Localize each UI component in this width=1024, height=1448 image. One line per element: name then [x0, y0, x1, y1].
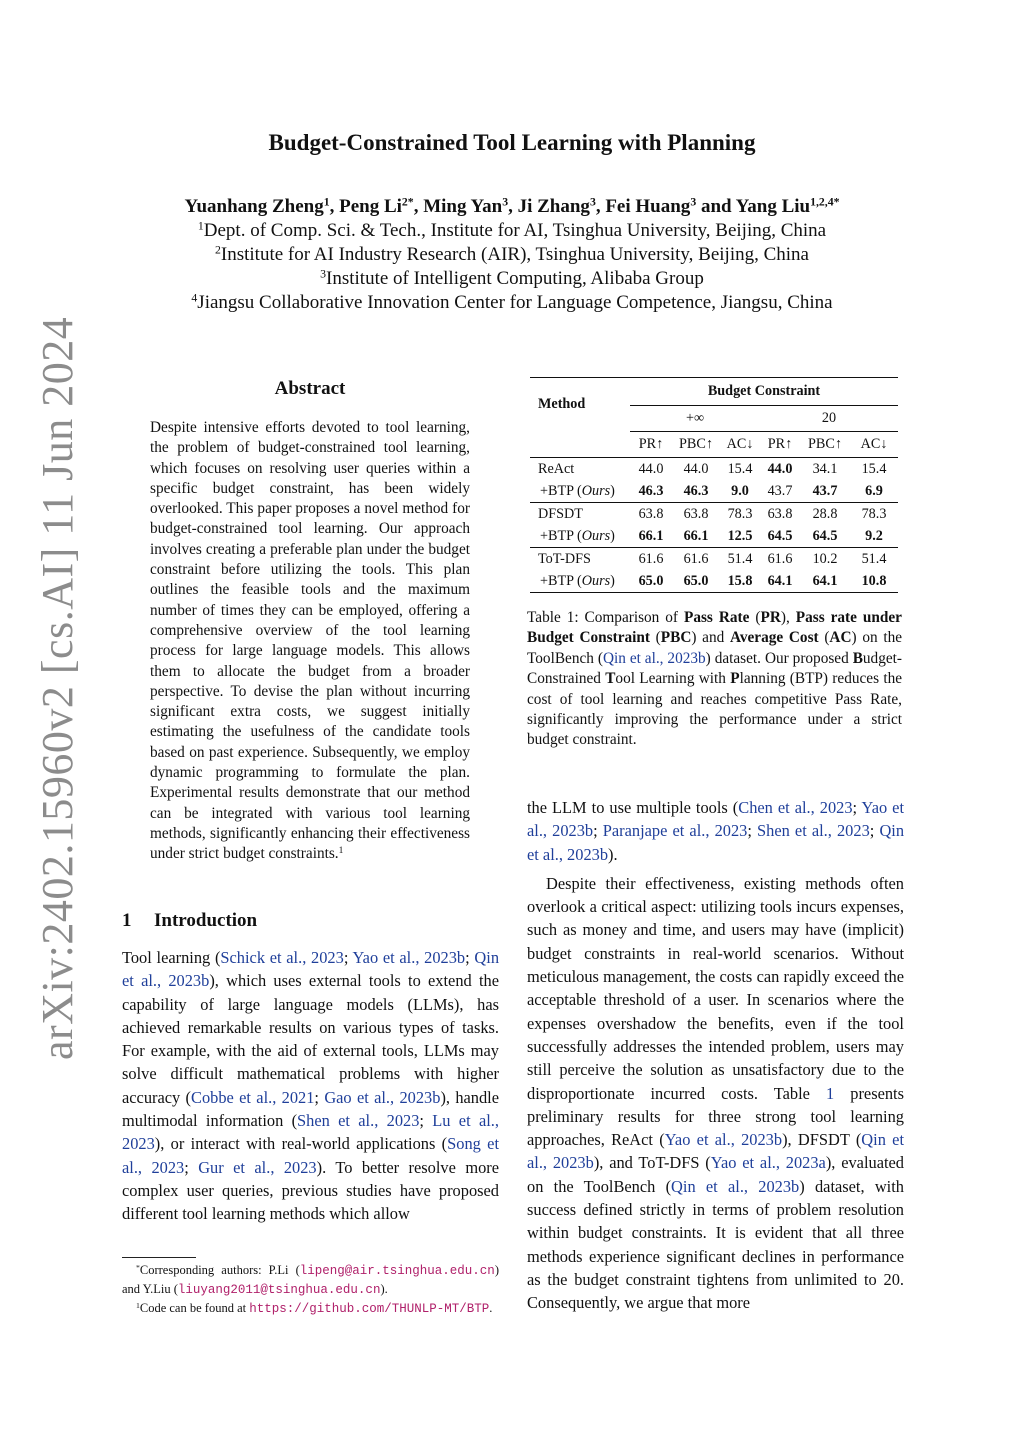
value-cell: 15.8	[727, 572, 753, 589]
citation-link[interactable]: Shen et al., 2023	[297, 1111, 420, 1131]
value-cell: 44.0	[683, 460, 709, 477]
text-span: ). To better resolve more complex user queries, previous studies have proposed different tool learning methods which allow	[122, 1157, 499, 1224]
value-cell: 63.8	[683, 505, 709, 522]
value-cell: 51.4	[861, 550, 887, 567]
affil-text: Dept. of Comp. Sci. & Tech., Institute for AI, Tsinghua University, Beijing, China	[203, 220, 827, 241]
author-and: and	[696, 196, 736, 217]
author-name: Fei Huang	[605, 196, 691, 217]
value-cell: 46.3	[638, 482, 664, 499]
footnote-mark[interactable]: 1	[338, 846, 344, 857]
value-cell: 28.8	[812, 505, 838, 522]
paragraph: the LLM to use multiple tools (Chen et al., 2023; Yao et al., 2023b; Paranjape et al., 2023; Shen et al., 2023; Qin et al., 2023b).	[527, 798, 905, 864]
method-cell: +BTP (Ours)	[540, 482, 615, 499]
table-header-row	[530, 432, 898, 458]
citation-link[interactable]: Chen et al., 2023	[738, 798, 853, 817]
code-url-link[interactable]: https://github.com/THUNLP-MT/BTP	[249, 1302, 490, 1316]
text-span: ;	[419, 1111, 433, 1131]
affil-text: Institute of Intelligent Computing, Alibaba Group	[326, 268, 704, 289]
affil-text: Institute for AI Industry Research (AIR), Tsinghua University, Beijing, China	[220, 244, 809, 265]
author-name: Ming Yan	[423, 196, 503, 217]
footnote-divider	[122, 1257, 196, 1258]
affil-mark: 4	[191, 291, 198, 305]
value-cell: 6.9	[865, 482, 883, 499]
budget-constraint-header: Budget Constraint	[630, 378, 898, 406]
value-cell: 66.1	[683, 527, 709, 544]
text-span: ;	[465, 948, 475, 967]
text-span: Corresponding authors: P.Li (	[139, 1263, 300, 1277]
value-cell: 15.4	[727, 460, 753, 477]
text-span: ;	[184, 1157, 199, 1177]
value-cell: 64.5	[767, 527, 793, 544]
section-title: Introduction	[154, 910, 258, 931]
budget-group-header: +∞	[630, 406, 760, 432]
citation-link[interactable]: Qin et al., 2023b	[527, 821, 905, 864]
table-reference-link[interactable]: 1	[826, 1083, 835, 1103]
value-cell: 64.5	[812, 527, 838, 544]
affil-mark: 2	[215, 243, 221, 257]
metric-header: PR↑	[638, 436, 664, 452]
text-span: ), which uses external tools to extend the capability of large language models (LLMs), has achieved remarkable results on various types of tasks. For example, with the aid of external tools, LLMs may solve difficult mathematical problems with higher accuracy (	[122, 971, 499, 1107]
author-sep: ,	[413, 196, 424, 217]
abstract-heading: Abstract	[274, 378, 346, 399]
author-sep: ,	[595, 196, 606, 217]
method-header: Method	[538, 396, 586, 413]
affiliation-2	[0, 244, 1024, 266]
author-sep: ,	[508, 196, 518, 217]
method-cell: ToT-DFS	[538, 550, 591, 567]
value-cell: 10.8	[861, 572, 887, 589]
table-row	[530, 503, 898, 526]
table-row	[530, 548, 898, 571]
footnote-corresponding	[122, 1261, 499, 1299]
author-affil-mark: 1,2,4*	[810, 195, 840, 209]
author-sep: ,	[329, 196, 340, 217]
footnote-mark: 1	[136, 1300, 140, 1310]
affiliation-4	[0, 292, 1024, 314]
affiliation-3	[0, 268, 1024, 290]
value-cell: 46.3	[683, 482, 709, 499]
value-cell: 65.0	[683, 572, 709, 589]
section-heading-introduction	[122, 910, 257, 932]
value-cell: 15.4	[861, 460, 887, 477]
section-number: 1	[122, 910, 132, 931]
table-row	[530, 525, 898, 548]
value-cell: 78.3	[727, 505, 753, 522]
value-cell: 61.6	[683, 550, 709, 567]
value-cell: 66.1	[638, 527, 664, 544]
method-cell: +BTP (Ours)	[540, 572, 615, 589]
footnotes	[122, 1261, 499, 1318]
value-cell: 63.8	[638, 505, 664, 522]
author-name: Ji Zhang	[517, 196, 590, 217]
value-cell: 9.2	[865, 527, 883, 544]
table-caption: Table 1: Comparison of Pass Rate (PR), Pass rate under Budget Constraint (PBC) and Average Cost (AC) on the ToolBench (Qin et al., 2023b) dataset. Our proposed Budget-Constrained Tool Learning with Planning (BTP) reduces the cost of tool learning and reaches competitive Pass Rate, significantly improving the performance under a strict budget constraint.	[527, 609, 903, 749]
metric-header: PBC↑	[679, 436, 713, 452]
citation-link[interactable]: Gao et al., 2023b	[324, 1087, 441, 1107]
value-cell: 43.7	[812, 482, 838, 499]
method-cell: +BTP (Ours)	[540, 527, 615, 544]
value-cell: 61.6	[638, 550, 664, 567]
text-span: ) and Y.Liu (	[122, 1263, 499, 1296]
text-span: Code can be found at	[139, 1301, 250, 1315]
paper-title: Budget-Constrained Tool Learning with Planning	[268, 130, 756, 155]
citation-link[interactable]: Yao et al., 2023b	[352, 948, 466, 967]
table-header-row	[530, 378, 898, 406]
affil-text: Jiangsu Collaborative Innovation Center for Language Competence, Jiangsu, China	[197, 292, 833, 313]
abstract-text: Despite intensive efforts devoted to tool learning, the problem of budget-constrained tool learning, which focuses on resolving user queries within a specific budget constraint, has been widely overlooked. This paper proposes a novel method for budget-constrained tool learning. Our approach involves creating a preferable plan under the budget constraint before utilizing the tools. This plan outlines the feasible tools and the maximum number of times they can be employed, offering a comprehensive overview of the tool learning process for large language models. This allows them to allocate the budget from a broader perspective. To devise the plan without incurring significant extra costs, we suggest initially estimating the usefulness of the candidate tools based on past experience. Subsequently, we employ dynamic programming to formulate the plan. Experimental results demonstrate that our method can be integrated with various tool learning methods, significantly enhancing their effectiveness under strict budget constraints.	[150, 419, 470, 863]
author-name: Yang Liu	[735, 196, 811, 217]
results-table	[530, 377, 898, 593]
footnote-mark: *	[136, 1262, 140, 1272]
value-cell: 43.7	[767, 482, 793, 499]
value-cell: 9.0	[731, 482, 749, 499]
value-cell: 12.5	[727, 527, 753, 544]
value-cell: 44.0	[638, 460, 664, 477]
text-span: Tool learning (	[122, 948, 221, 967]
value-cell: 51.4	[727, 550, 753, 567]
citation-link[interactable]: Qin et al., 2023b	[671, 1176, 800, 1196]
value-cell: 65.0	[638, 572, 664, 589]
budget-group-header: 20	[760, 406, 898, 432]
author-affil-mark: 3	[502, 195, 509, 209]
value-cell: 61.6	[767, 550, 793, 567]
email-link[interactable]: lipeng@air.tsinghua.edu.cn	[299, 1264, 495, 1278]
metric-header: PR↑	[767, 436, 793, 452]
arxiv-identifier-stamp	[10, 316, 90, 1060]
text-span: ;	[314, 1087, 325, 1107]
author-affil-mark: 3	[589, 195, 596, 209]
table-row	[530, 570, 898, 593]
value-cell: 44.0	[767, 460, 793, 477]
table-row	[530, 480, 898, 503]
citation-link[interactable]: Yao et al., 2023a	[710, 1153, 826, 1173]
citation-link[interactable]: Song et al., 2023	[122, 1134, 499, 1177]
citation-link[interactable]: Yao et al., 2023b	[664, 1130, 783, 1150]
citation-link[interactable]: Yao et al., 2023b	[527, 798, 905, 841]
metric-header: AC↓	[860, 436, 888, 452]
introduction-paragraph	[122, 946, 499, 1226]
author-name: Peng Li	[339, 196, 402, 217]
metric-header: PBC↑	[808, 436, 842, 452]
value-cell: 64.1	[767, 572, 793, 589]
citation-link[interactable]: Qin et al., 2023b	[122, 948, 500, 991]
author-affil-mark: 1	[323, 195, 330, 209]
text-span: ).	[380, 1282, 388, 1296]
affiliation-1	[0, 220, 1024, 242]
text-span: .	[489, 1301, 493, 1315]
email-link[interactable]: liuyang2011@tsinghua.edu.cn	[177, 1283, 381, 1297]
citation-link[interactable]: Gur et al., 2023	[198, 1157, 317, 1177]
author-name: Yuanhang Zheng	[184, 196, 324, 217]
author-affil-mark: 3	[690, 195, 697, 209]
citation-link[interactable]: Lu et al., 2023	[122, 1111, 499, 1154]
abstract-body	[150, 418, 470, 865]
affil-mark: 3	[320, 267, 327, 281]
citation-link[interactable]: Paranjape et al., 2023	[602, 821, 748, 841]
table-row	[530, 458, 898, 481]
citation-link[interactable]: Qin et al., 2023b	[527, 1130, 904, 1173]
text-span: ), or interact with real-world applications (	[154, 1134, 448, 1154]
right-column-text	[527, 796, 904, 1315]
author-affil-mark: 2*	[401, 195, 414, 209]
citation-link[interactable]: Shen et al., 2023	[757, 821, 870, 841]
text-span: ;	[343, 948, 353, 967]
footnote-code	[122, 1299, 499, 1318]
citation-link[interactable]: Schick et al., 2023	[220, 948, 344, 967]
metric-header: AC↓	[726, 436, 754, 452]
paragraph: Despite their effectiveness, existing methods often overlook a critical aspect: utilizing tools incurs expenses, such as money and time, and users may have (implicit) budget constraints in real-world scenarios. Without meticulous management, the costs can rapidly exceed the acceptable threshold of a user. In scenarios where the expenses overshadow the benefits, even if the tool successfully addresses the intended problem, users may still perceive the solution as unsatisfactory due to the disproportionate incurred costs. Table 1 presents preliminary results for three strong tool learning approaches, ReAct (Yao et al., 2023b), DFSDT (Qin et al., 2023b), and ToT-DFS (Yao et al., 2023a), evaluated on the ToolBench (Qin et al., 2023b) dataset, with success defined strictly in terms of problem resolution within budget constraints. It is evident that all three methods experience significant declines in performance as the budget constraint tightens from unlimited to 20. Consequently, we argue that more	[527, 873, 904, 1313]
affil-mark: 1	[197, 219, 204, 233]
method-cell: ReAct	[538, 460, 575, 477]
citation-link[interactable]: Qin et al., 2023b	[602, 649, 706, 667]
citation-link[interactable]: Cobbe et al., 2021	[191, 1087, 315, 1107]
method-cell: DFSDT	[538, 505, 583, 522]
author-list	[0, 196, 1024, 218]
text-span: ), handle multimodal information (	[122, 1087, 500, 1131]
value-cell: 34.1	[812, 460, 838, 477]
value-cell: 63.8	[767, 505, 793, 522]
arxiv-stamp-text: arXiv:2402.15960v2 [cs.AI] 11 Jun 2024	[33, 316, 82, 1060]
value-cell: 64.1	[812, 572, 838, 589]
value-cell: 10.2	[812, 550, 838, 567]
value-cell: 78.3	[861, 505, 887, 522]
